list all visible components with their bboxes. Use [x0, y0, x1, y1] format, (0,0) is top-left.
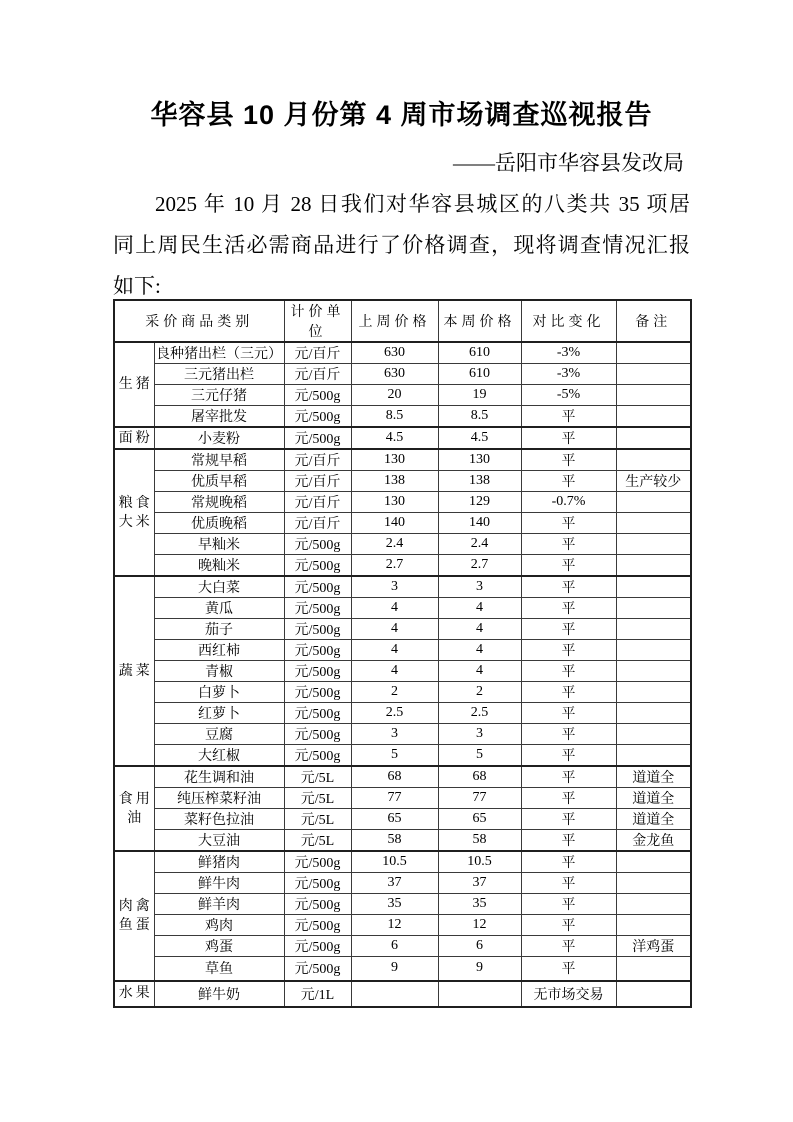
change-cell: 平 — [521, 471, 616, 492]
change-cell: -0.7% — [521, 492, 616, 513]
last-week-price-cell: 140 — [351, 513, 438, 534]
remark-cell — [616, 682, 691, 703]
this-week-price-cell: 2 — [438, 682, 521, 703]
item-name-cell: 花生调和油 — [154, 766, 284, 788]
last-week-price-cell: 2 — [351, 682, 438, 703]
unit-cell: 元/500g — [284, 724, 351, 745]
table-row — [114, 915, 691, 936]
table-row — [114, 724, 691, 745]
change-cell: 平 — [521, 555, 616, 577]
this-week-price-cell: 58 — [438, 830, 521, 852]
item-name-cell: 黄瓜 — [154, 598, 284, 619]
unit-cell: 元/500g — [284, 598, 351, 619]
last-week-price-cell: 3 — [351, 576, 438, 598]
last-week-price-cell: 630 — [351, 342, 438, 364]
unit-cell: 元/500g — [284, 851, 351, 873]
remark-cell — [616, 364, 691, 385]
last-week-price-cell: 138 — [351, 471, 438, 492]
change-cell: 平 — [521, 809, 616, 830]
this-week-price-cell: 37 — [438, 873, 521, 894]
category-cell: 粮食 大米 — [114, 449, 154, 576]
change-cell: 平 — [521, 830, 616, 852]
change-cell: 平 — [521, 682, 616, 703]
remark-cell: 道道全 — [616, 788, 691, 809]
table-row — [114, 851, 691, 873]
change-cell: 平 — [521, 598, 616, 619]
remark-cell — [616, 894, 691, 915]
category-cell: 水果 — [114, 981, 154, 1007]
table-row — [114, 640, 691, 661]
table-row — [114, 513, 691, 534]
unit-cell: 元/百斤 — [284, 364, 351, 385]
remark-cell — [616, 981, 691, 1007]
this-week-price-cell: 68 — [438, 766, 521, 788]
unit-cell: 元/百斤 — [284, 471, 351, 492]
this-week-price-cell: 6 — [438, 936, 521, 957]
table-row — [114, 788, 691, 809]
change-cell: 平 — [521, 576, 616, 598]
item-name-cell: 常规早稻 — [154, 449, 284, 471]
table-row — [114, 619, 691, 640]
change-cell: 平 — [521, 957, 616, 981]
unit-cell: 元/500g — [284, 576, 351, 598]
item-name-cell: 屠宰批发 — [154, 406, 284, 428]
last-week-price-cell: 130 — [351, 449, 438, 471]
this-week-price-cell: 2.4 — [438, 534, 521, 555]
unit-cell: 元/500g — [284, 873, 351, 894]
report-subtitle: ——岳阳市华容县发改局 — [453, 151, 684, 175]
remark-cell: 生产较少 — [616, 471, 691, 492]
last-week-price-cell: 10.5 — [351, 851, 438, 873]
table-row — [114, 745, 691, 767]
col-header-category: 采价商品类别 — [114, 300, 284, 342]
table-row — [114, 766, 691, 788]
change-cell: 平 — [521, 788, 616, 809]
this-week-price-cell: 5 — [438, 745, 521, 767]
unit-cell: 元/500g — [284, 427, 351, 449]
unit-cell: 元/5L — [284, 766, 351, 788]
unit-cell: 元/500g — [284, 619, 351, 640]
item-name-cell: 鲜猪肉 — [154, 851, 284, 873]
this-week-price-cell: 129 — [438, 492, 521, 513]
item-name-cell: 鲜牛奶 — [154, 981, 284, 1007]
remark-cell: 洋鸡蛋 — [616, 936, 691, 957]
item-name-cell: 茄子 — [154, 619, 284, 640]
this-week-price-cell: 130 — [438, 449, 521, 471]
category-cell: 生猪 — [114, 342, 154, 427]
change-cell: 无市场交易 — [521, 981, 616, 1007]
last-week-price-cell: 5 — [351, 745, 438, 767]
this-week-price-cell: 77 — [438, 788, 521, 809]
item-name-cell: 鲜牛肉 — [154, 873, 284, 894]
category-cell: 蔬菜 — [114, 576, 154, 766]
table-row — [114, 598, 691, 619]
table-row — [114, 555, 691, 577]
col-header-last-week-price: 上周价格 — [351, 300, 438, 342]
unit-cell: 元/百斤 — [284, 342, 351, 364]
remark-cell — [616, 619, 691, 640]
remark-cell — [616, 873, 691, 894]
col-header-this-week-price: 本周价格 — [438, 300, 521, 342]
table-row — [114, 703, 691, 724]
last-week-price-cell: 58 — [351, 830, 438, 852]
remark-cell — [616, 598, 691, 619]
this-week-price-cell: 35 — [438, 894, 521, 915]
table-row — [114, 534, 691, 555]
change-cell: 平 — [521, 766, 616, 788]
unit-cell: 元/500g — [284, 534, 351, 555]
last-week-price-cell: 130 — [351, 492, 438, 513]
change-cell: 平 — [521, 513, 616, 534]
unit-cell: 元/500g — [284, 640, 351, 661]
this-week-price-cell: 610 — [438, 342, 521, 364]
remark-cell — [616, 513, 691, 534]
item-name-cell: 鲜羊肉 — [154, 894, 284, 915]
last-week-price-cell: 630 — [351, 364, 438, 385]
table-row — [114, 936, 691, 957]
table-row — [114, 809, 691, 830]
this-week-price-cell: 19 — [438, 385, 521, 406]
table-row — [114, 576, 691, 598]
this-week-price-cell: 4 — [438, 640, 521, 661]
item-name-cell: 西红柿 — [154, 640, 284, 661]
remark-cell — [616, 745, 691, 767]
this-week-price-cell: 4.5 — [438, 427, 521, 449]
unit-cell: 元/500g — [284, 682, 351, 703]
this-week-price-cell: 3 — [438, 724, 521, 745]
intro-line-3: 如下: — [113, 274, 161, 298]
item-name-cell: 良种猪出栏（三元） — [154, 342, 284, 364]
last-week-price-cell: 68 — [351, 766, 438, 788]
last-week-price-cell: 4.5 — [351, 427, 438, 449]
remark-cell — [616, 851, 691, 873]
item-name-cell: 菜籽色拉油 — [154, 809, 284, 830]
table-row — [114, 830, 691, 852]
col-header-change: 对比变化 — [521, 300, 616, 342]
remark-cell — [616, 385, 691, 406]
last-week-price-cell — [351, 981, 438, 1007]
this-week-price-cell: 610 — [438, 364, 521, 385]
col-header-remark: 备注 — [616, 300, 691, 342]
unit-cell: 元/5L — [284, 788, 351, 809]
unit-cell: 元/5L — [284, 830, 351, 852]
table-row — [114, 427, 691, 449]
change-cell: 平 — [521, 640, 616, 661]
item-name-cell: 白萝卜 — [154, 682, 284, 703]
remark-cell — [616, 661, 691, 682]
last-week-price-cell: 3 — [351, 724, 438, 745]
last-week-price-cell: 12 — [351, 915, 438, 936]
change-cell: 平 — [521, 406, 616, 428]
change-cell: 平 — [521, 427, 616, 449]
item-name-cell: 红萝卜 — [154, 703, 284, 724]
unit-cell: 元/500g — [284, 957, 351, 981]
change-cell: -3% — [521, 364, 616, 385]
item-name-cell: 大红椒 — [154, 745, 284, 767]
last-week-price-cell: 9 — [351, 957, 438, 981]
category-cell: 食用 油 — [114, 766, 154, 851]
last-week-price-cell: 65 — [351, 809, 438, 830]
change-cell: 平 — [521, 894, 616, 915]
item-name-cell: 早籼米 — [154, 534, 284, 555]
unit-cell: 元/500g — [284, 406, 351, 428]
unit-cell: 元/百斤 — [284, 449, 351, 471]
this-week-price-cell: 4 — [438, 661, 521, 682]
unit-cell: 元/500g — [284, 745, 351, 767]
category-cell: 肉禽 鱼蛋 — [114, 851, 154, 981]
last-week-price-cell: 4 — [351, 640, 438, 661]
table-row — [114, 492, 691, 513]
change-cell: 平 — [521, 703, 616, 724]
unit-cell: 元/1L — [284, 981, 351, 1007]
last-week-price-cell: 20 — [351, 385, 438, 406]
remark-cell: 道道全 — [616, 809, 691, 830]
table-row — [114, 449, 691, 471]
change-cell: 平 — [521, 745, 616, 767]
change-cell: 平 — [521, 873, 616, 894]
remark-cell — [616, 534, 691, 555]
item-name-cell: 大豆油 — [154, 830, 284, 852]
unit-cell: 元/500g — [284, 661, 351, 682]
this-week-price-cell: 65 — [438, 809, 521, 830]
item-name-cell: 豆腐 — [154, 724, 284, 745]
remark-cell — [616, 576, 691, 598]
this-week-price-cell — [438, 981, 521, 1007]
last-week-price-cell: 4 — [351, 661, 438, 682]
item-name-cell: 纯压榨菜籽油 — [154, 788, 284, 809]
change-cell: 平 — [521, 619, 616, 640]
remark-cell — [616, 427, 691, 449]
remark-cell — [616, 957, 691, 981]
remark-cell — [616, 640, 691, 661]
table-row — [114, 342, 691, 364]
change-cell: 平 — [521, 534, 616, 555]
this-week-price-cell: 8.5 — [438, 406, 521, 428]
table-row — [114, 406, 691, 428]
change-cell: 平 — [521, 915, 616, 936]
change-cell: 平 — [521, 661, 616, 682]
last-week-price-cell: 2.5 — [351, 703, 438, 724]
table-row — [114, 894, 691, 915]
price-survey-table — [113, 299, 692, 1008]
remark-cell — [616, 555, 691, 577]
table-row — [114, 957, 691, 981]
unit-cell: 元/500g — [284, 703, 351, 724]
this-week-price-cell: 138 — [438, 471, 521, 492]
last-week-price-cell: 35 — [351, 894, 438, 915]
this-week-price-cell: 9 — [438, 957, 521, 981]
col-header-unit: 计价单位 — [284, 300, 351, 342]
change-cell: -3% — [521, 342, 616, 364]
table-row — [114, 873, 691, 894]
unit-cell: 元/500g — [284, 936, 351, 957]
item-name-cell: 晚籼米 — [154, 555, 284, 577]
item-name-cell: 优质早稻 — [154, 471, 284, 492]
remark-cell — [616, 406, 691, 428]
report-intro — [113, 184, 690, 307]
unit-cell: 元/百斤 — [284, 513, 351, 534]
remark-cell — [616, 342, 691, 364]
unit-cell: 元/500g — [284, 385, 351, 406]
item-name-cell: 优质晚稻 — [154, 513, 284, 534]
table-row — [114, 682, 691, 703]
item-name-cell: 三元仔猪 — [154, 385, 284, 406]
change-cell: -5% — [521, 385, 616, 406]
table-row — [114, 981, 691, 1007]
unit-cell: 元/500g — [284, 555, 351, 577]
this-week-price-cell: 4 — [438, 619, 521, 640]
intro-line-2: 同上周民生活必需商品进行了价格调查，现将调查情况汇报 — [113, 233, 690, 257]
unit-cell: 元/500g — [284, 894, 351, 915]
last-week-price-cell: 8.5 — [351, 406, 438, 428]
category-cell: 面粉 — [114, 427, 154, 449]
item-name-cell: 鸡肉 — [154, 915, 284, 936]
intro-line-1: 2025 年 10 月 28 日我们对华容县城区的八类共 35 项居 — [155, 192, 690, 216]
change-cell: 平 — [521, 724, 616, 745]
table-header-row — [114, 300, 691, 342]
remark-cell: 金龙鱼 — [616, 830, 691, 852]
item-name-cell: 鸡蛋 — [154, 936, 284, 957]
item-name-cell: 大白菜 — [154, 576, 284, 598]
this-week-price-cell: 4 — [438, 598, 521, 619]
remark-cell: 道道全 — [616, 766, 691, 788]
this-week-price-cell: 3 — [438, 576, 521, 598]
report-title: 华容县 10 月份第 4 周市场调查巡视报告 — [150, 100, 653, 130]
unit-cell: 元/500g — [284, 915, 351, 936]
remark-cell — [616, 449, 691, 471]
last-week-price-cell: 37 — [351, 873, 438, 894]
table-row — [114, 364, 691, 385]
this-week-price-cell: 10.5 — [438, 851, 521, 873]
last-week-price-cell: 4 — [351, 598, 438, 619]
remark-cell — [616, 492, 691, 513]
last-week-price-cell: 4 — [351, 619, 438, 640]
table-row — [114, 471, 691, 492]
remark-cell — [616, 915, 691, 936]
unit-cell: 元/百斤 — [284, 492, 351, 513]
last-week-price-cell: 2.7 — [351, 555, 438, 577]
this-week-price-cell: 2.5 — [438, 703, 521, 724]
item-name-cell: 青椒 — [154, 661, 284, 682]
item-name-cell: 小麦粉 — [154, 427, 284, 449]
item-name-cell: 常规晚稻 — [154, 492, 284, 513]
unit-cell: 元/5L — [284, 809, 351, 830]
this-week-price-cell: 140 — [438, 513, 521, 534]
table-row — [114, 661, 691, 682]
item-name-cell: 草鱼 — [154, 957, 284, 981]
last-week-price-cell: 6 — [351, 936, 438, 957]
last-week-price-cell: 2.4 — [351, 534, 438, 555]
table-row — [114, 385, 691, 406]
change-cell: 平 — [521, 936, 616, 957]
this-week-price-cell: 12 — [438, 915, 521, 936]
change-cell: 平 — [521, 449, 616, 471]
change-cell: 平 — [521, 851, 616, 873]
remark-cell — [616, 703, 691, 724]
this-week-price-cell: 2.7 — [438, 555, 521, 577]
remark-cell — [616, 724, 691, 745]
last-week-price-cell: 77 — [351, 788, 438, 809]
item-name-cell: 三元猪出栏 — [154, 364, 284, 385]
